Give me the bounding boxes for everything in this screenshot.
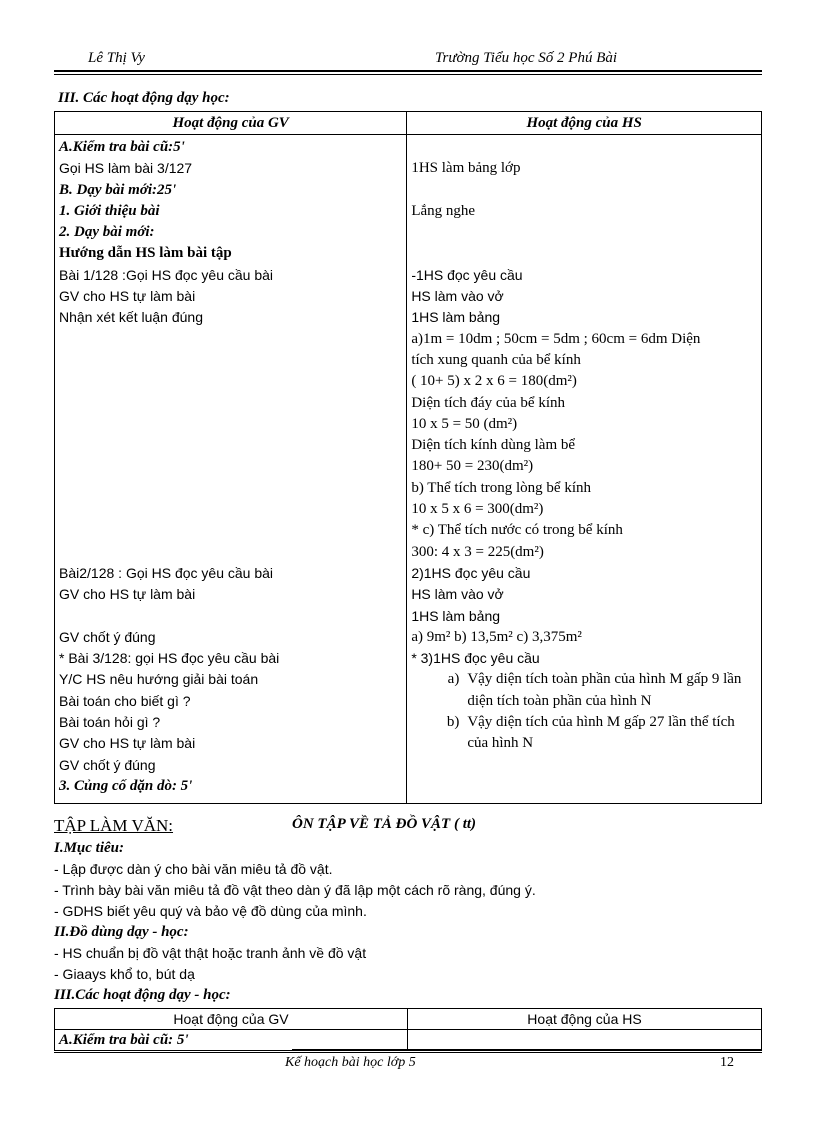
gv-line (59, 350, 402, 371)
hs-cell-inner (407, 135, 761, 761)
tlv-label: TẬP LÀM VĂN: (54, 816, 174, 835)
gv-line: 2. Dạy bài mới: (59, 224, 155, 241)
hs-line (411, 243, 757, 264)
gv-line: Gọi HS làm bài 3/127 (59, 160, 193, 177)
footer-title: Kế hoạch bài học lớp 5 (285, 1055, 416, 1070)
hs-line (411, 222, 757, 243)
gv-line: A.Kiểm tra bài cũ:5' (59, 139, 185, 155)
table2-header-row (55, 1009, 762, 1030)
hs-line: Diện tích kính dùng làm bể (411, 437, 576, 454)
hs-sub-item (411, 669, 757, 712)
header-school: Trường Tiểu học Số 2 Phú Bài (435, 50, 618, 66)
lesson-sections (54, 838, 762, 1006)
hs-line: 10 x 5 = 50 (dm²) (411, 415, 518, 432)
sub-item-marker: a) (447, 671, 460, 688)
gv-line (59, 329, 402, 350)
activities-table (54, 111, 762, 804)
section-line: - Lập được dàn ý cho bài văn miêu tả đồ vật. (54, 861, 333, 877)
section-line: - Trình bày bài văn miêu tả đồ vật theo dàn ý đã lập một cách rõ ràng, đúng ý. (54, 882, 536, 898)
section-line: - Giaays khổ to, bút dạ (54, 966, 195, 982)
tlv-title: ÔN TẬP VỀ TẢ ĐỒ VẬT ( tt) (292, 816, 477, 832)
hs-line: -1HS đọc yêu cầu (411, 266, 523, 283)
sub-item-marker: b) (446, 714, 460, 731)
gv-line: Nhận xét kết luận đúng (59, 309, 203, 326)
hs-line: 10 x 5 x 6 = 300(dm²) (411, 501, 544, 518)
gv-line: Hướng dẫn HS làm bài tập (59, 245, 232, 262)
table2-col-gv: Hoạt động của GV (55, 1009, 408, 1030)
gv-line: GV chốt ý đúng (59, 756, 156, 773)
col-header-gv: Hoạt động của GV (55, 112, 407, 135)
hs-cell (407, 135, 762, 804)
gv-line: GV cho HS tự làm bài (59, 586, 196, 603)
hs-line: 300: 4 x 3 = 225(dm²) (411, 543, 544, 560)
header-author: Lê Thị Vy (88, 50, 145, 66)
hs-line: HS làm vào vở (411, 288, 504, 305)
table-header-row (55, 112, 762, 135)
gv-line: Bài2/128 : Gọi HS đọc yêu cầu bài (59, 564, 274, 581)
hs-line: a)1m = 10dm ; 50cm = 5dm ; 60cm = 6dm Diện (411, 330, 701, 347)
gv-lines (55, 135, 406, 803)
activities-table-2 (54, 1008, 762, 1051)
hs-lines (411, 137, 757, 669)
header-divider (54, 70, 762, 72)
hs-line: 180+ 50 = 230(dm²) (411, 458, 534, 475)
hs-line: * c) Thể tích nước có trong bể kính (411, 522, 623, 539)
gv-line (59, 456, 402, 477)
hs-line (411, 137, 757, 158)
section-line: - GDHS biết yêu quý và bảo vệ đồ dùng của mình. (54, 903, 367, 919)
gv-line (59, 499, 402, 520)
hs-line: 2)1HS đọc yêu cầu (411, 564, 531, 581)
section-line: - HS chuẩn bị đồ vật thật hoặc tranh ảnh về đồ vật (54, 945, 367, 961)
gv-cell (55, 135, 407, 804)
hs-line: ( 10+ 5) x 2 x 6 = 180(dm²) (411, 373, 577, 390)
gv-line (59, 435, 402, 456)
section-line: III.Các hoạt động dạy - học: (54, 987, 231, 1003)
hs-line: a) 9m² b) 13,5m² c) 3,375m² (411, 628, 582, 645)
gv-line: Bài toán cho biết gì ? (59, 692, 191, 709)
hs-line: HS làm vào vở (411, 586, 504, 603)
gv-line (59, 520, 402, 541)
hs-line: 1HS làm bảng lớp (411, 160, 521, 177)
table2-row1-hs (408, 1030, 762, 1051)
gv-line: * Bài 3/128: gọi HS đọc yêu cầu bài (59, 650, 280, 667)
section-3-title: III. Các hoạt động dạy học: (58, 90, 230, 106)
hs-line: tích xung quanh của bể kính (411, 351, 581, 368)
gv-line (59, 478, 402, 499)
table-body-row (55, 135, 762, 804)
gv-line (59, 606, 402, 627)
section-line: I.Mục tiêu: (54, 840, 125, 856)
gv-line: GV cho HS tự làm bài (59, 288, 196, 305)
gv-line: Y/C HS nêu hướng giải bài toán (59, 671, 259, 688)
gv-line (59, 371, 402, 392)
footer-divider-thin (54, 1052, 762, 1053)
hs-line: b) Thể tích trong lòng bể kính (411, 479, 592, 496)
sub-item-text: Vậy diện tích toàn phần của hình M gấp 9 lần diện tích toàn phần của hình N (467, 671, 742, 709)
gv-line: GV chốt ý đúng (59, 628, 156, 645)
hs-line: Lắng nghe (411, 202, 476, 219)
gv-line (59, 414, 402, 435)
hs-line: 1HS làm bảng (411, 309, 501, 326)
gv-line: Bài 1/128 :Gọi HS đọc yêu cầu bài (59, 266, 274, 283)
gv-line: 3. Củng cố dặn dò: 5' (59, 777, 193, 794)
header-divider-thin (54, 74, 762, 75)
sub-item-text: Vậy diện tích của hình M gấp 27 lần thể tích của hình N (467, 714, 735, 752)
hs-line: 1HS làm bảng (411, 607, 501, 624)
page-number: 12 (720, 1055, 734, 1070)
col-header-hs: Hoạt động của HS (407, 112, 762, 135)
table2-col-hs: Hoạt động của HS (408, 1009, 762, 1030)
table2-row (55, 1030, 762, 1051)
table2-row1-gv: A.Kiểm tra bài cũ: 5' (55, 1030, 408, 1051)
gv-line: Bài toán hỏi gì ? (59, 714, 161, 731)
hs-line: * 3)1HS đọc yêu cầu (411, 650, 540, 667)
gv-line (59, 542, 402, 563)
hs-sub-item (411, 712, 757, 755)
gv-line: GV cho HS tự làm bài (59, 735, 196, 752)
gv-line: 1. Giới thiệu bài (59, 202, 160, 219)
section-line: II.Đồ dùng dạy - học: (54, 924, 189, 940)
gv-line (59, 393, 402, 414)
gv-line: B. Dạy bài mới:25' (59, 181, 177, 198)
footer-divider (292, 1049, 762, 1051)
hs-line: Diện tích đáy của bể kính (411, 394, 566, 411)
hs-line (411, 180, 757, 201)
